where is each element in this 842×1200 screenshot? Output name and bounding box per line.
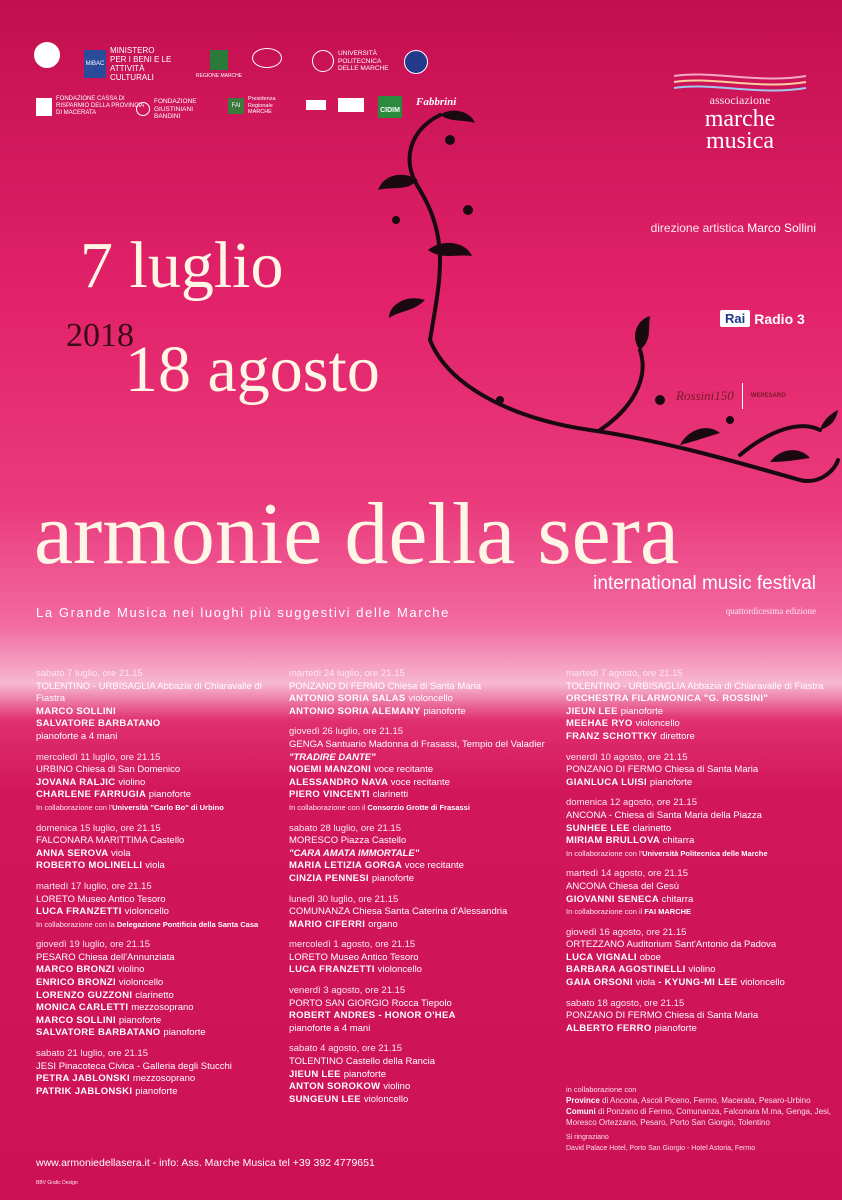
concert-entry [566,998,836,1036]
performer-instrument: violino [117,964,145,976]
performer-instrument: clarinetto [135,989,174,1001]
concert-entry [36,1048,286,1098]
concert-place: LORETO Museo Antico Tesoro [289,951,419,963]
performer-instrument: pianoforte [654,1022,697,1034]
performer-instrument: chitarra [662,835,695,847]
concert-date: mercoledì 11 luglio, ore 21.15 [36,751,161,763]
concert-entry [289,939,559,977]
concert-place: ORTEZZANO Auditorium Sant'Antonio da Padova [566,939,777,951]
regione-marche-logo [196,50,242,80]
festival-tagline: La Grande Musica nei luoghi più suggestivi delle Marche [36,605,450,620]
performer-instrument: voce recitante [373,764,434,776]
performer-row [289,1094,559,1107]
concert-date: domenica 15 luglio, ore 21.15 [36,822,161,834]
concert-place: LORETO Museo Antico Tesoro [36,893,166,905]
provinces-text: di Ancona, Ascoli Piceno, Fermo, Macerata, Pesaro-Urbino [602,1096,811,1105]
performer-name: ROBERTO MOLINELLI [36,860,143,872]
performer-row [566,718,836,731]
performer-instrument: pianoforte [620,705,664,717]
collaboration-block [566,1084,836,1154]
collab-comuni [566,1106,836,1128]
performer-name: LUCA FRANZETTI [36,906,122,918]
performer-row [36,964,286,977]
performer-name: CHARLENE FARRUGIA [36,789,146,801]
performer-row [566,823,836,836]
cidim-logo [378,96,402,118]
concert-entry [36,823,286,873]
performer-row [289,860,559,873]
italian-republic-emblem [34,42,60,68]
concert-date: giovedì 26 luglio, ore 21.15 [289,726,404,738]
republic-seal-icon [34,42,60,68]
performer-name: ENRICO BRONZI [36,977,116,989]
concert-date: sabato 28 luglio, ore 21.15 [289,822,401,834]
univpm-logo [312,50,394,73]
date-start: 7 luglio [80,229,284,302]
concert-entry [36,939,286,1040]
fondazione-mark-icon [36,98,52,116]
building-logo [306,100,326,110]
performer-name: LORENZO GUZZONI [36,989,133,1001]
performer-row [289,764,559,777]
performer-instrument: mezzosoprano [132,1073,196,1085]
concert-place: PONZANO DI FERMO Chiesa di Santa Maria [566,1010,759,1022]
performer-row [36,990,286,1003]
provinces-label: Province [566,1096,600,1105]
carlo-bo-logo [404,50,428,74]
concert-entry [36,668,286,744]
concert-date: martedì 7 agosto, ore 21.15 [566,668,683,679]
association-line1: marche [704,106,776,132]
direction-prefix: direzione artistica [650,221,744,235]
program-column-3 [566,668,836,1043]
concert-entry [289,985,559,1035]
performer-instrument: chitarra [661,893,694,905]
concert-date: sabato 4 agosto, ore 21.15 [289,1043,403,1055]
edition-label: quattordicesima edizione [725,606,816,616]
regione-mark-icon [210,50,228,70]
performer-name: ANNA SEROVA [36,847,109,859]
performer-instrument: pianoforte [148,789,191,801]
fabbrini-label: Fabbrini [416,96,457,108]
building-mark-icon [306,100,326,110]
performer-instrument: violoncello [408,693,453,705]
performer-name: MARCO BRONZI [36,964,115,976]
fondazione-bandini-label: FONDAZIONE GIUSTINIANI BANDINI [154,98,197,120]
performer-row [36,977,286,990]
concert-entry [289,668,559,718]
concert-note [289,802,559,815]
festival-subtitle: international music festival [593,573,816,594]
concert-place: JESI Pinacoteca Civica - Galleria degli Stucchi [36,1060,232,1072]
performer-instrument: violoncello [740,977,785,989]
performer-name: MARIA LETIZIA GORGA [289,860,402,872]
note-prefix: In collaborazione con il [289,802,368,812]
stripes-icon [670,72,810,94]
performer-row [36,706,286,719]
rai-radio3-logo [720,310,805,327]
concert-place: URBINO Chiesa di San Domenico [36,764,181,776]
fai-mark-icon: FAI [228,98,244,114]
performer-instrument: voce recitante [404,860,464,872]
ticket-mark-icon [338,98,364,112]
concert-entry [36,881,286,931]
performer-name: MARCO SOLLINI [36,1014,116,1026]
performer-instrument: pianoforte [371,872,415,884]
fondazione-macerata-logo [36,96,144,117]
performer-name: ANTONIO SORIA ALEMANY [289,705,421,717]
performer-name: SALVATORE BARBATANO [36,1027,161,1039]
performer-row [566,977,836,990]
performer-name: BARBARA AGOSTINELLI [566,964,686,976]
concert-place: PONZANO DI FERMO Chiesa di Santa Maria [289,680,482,692]
ticket-logo [338,98,364,112]
note-partner: Università "Carlo Bo" di Urbino [112,802,224,812]
performer-name: SALVATORE BARBATANO [36,718,161,730]
concert-title: "CARA AMATA IMMORTALE" [289,847,420,859]
performer-name: GIOVANNI SENECA [566,893,659,905]
festival-title: armonie della sera [34,486,680,583]
concert-note [566,848,836,861]
performer-instrument: violino [118,776,146,788]
concert-entry [36,752,286,815]
performer-instrument: violoncello [363,1093,409,1105]
performer-instrument: violino [688,964,716,976]
concert-place: ANCONA Chiesa del Gesù [566,880,679,892]
performer-row [566,894,836,907]
concert-place: ANCONA - Chiesa di Santa Maria della Piazza [566,809,762,821]
concert-date: lunedì 30 luglio, ore 21.15 [289,893,399,905]
note-partner: FAI MARCHE [644,907,692,917]
concert-place: PORTO SAN GIORGIO Rocca Tiepolo [289,997,452,1009]
performer-name: GIANLUCA LUISI [566,776,647,788]
comuni-label: Comuni [566,1107,596,1116]
performer-row [566,952,836,965]
performer-instrument: pianoforte [343,1068,387,1080]
concert-place: TOLENTINO Castello della Rancia [289,1056,436,1068]
performer-instrument: pianoforte [649,776,693,788]
note-prefix: In collaborazione con l' [566,848,643,858]
performer-name: NOEMI MANZONI [289,764,372,776]
performer-row [566,1023,836,1036]
concert-date: giovedì 19 luglio, ore 21.15 [36,939,151,951]
presidenza-label: Presidenza Regionale MARCHE [248,96,276,115]
concert-date: domenica 12 agosto, ore 21.15 [566,797,697,809]
concert-place: COMUNANZA Chiesa Santa Caterina d'Alessandria [289,906,508,918]
footer-credit: BBV Grafic Design [36,1180,78,1186]
concert-entry [289,823,559,886]
ministero-label: MINISTERO PER I BENI E LE ATTIVITÀ CULTURALI [110,46,172,82]
concert-extra: pianoforte a 4 mani [36,730,118,742]
cidim-mark-icon: CIDIM [378,96,402,118]
footer-info: www.armoniedellasera.it - info: Ass. Marche Musica tel +39 392 4779651 [36,1157,375,1169]
comuni-text: di Ponzano di Fermo, Comunanza, Falconara M.ma, Genga, Jesi, Moresco Ortezzano, Pesaro, Porto San Giorgio, Tolentino [566,1107,832,1127]
performer-row [36,1073,286,1086]
performer-instrument: clarinetti [372,789,409,801]
performer-instrument: oboe [639,951,661,963]
performer-name: GAIA ORSONI [566,977,633,989]
concert-place: MORESCO Piazza Castello [289,835,407,847]
fondazione-macerata-label: FONDAZIONE CASSA DI RISPARMIO DELLA PROVINCIA DI MACERATA [56,96,144,116]
performer-instrument: violoncello [118,977,164,989]
concert-place: GENGA Santuario Madonna di Frasassi, Tempio del Valadier [289,738,545,750]
performer-name: ROBERT ANDRES - HONOR O'HEA [289,1010,456,1022]
performer-instrument: viola [635,977,656,989]
performer-instrument: violoncello [124,906,169,918]
radio3-label: Radio 3 [754,310,805,327]
performer-instrument: voce recitante [390,776,450,788]
mibac-logo [84,46,172,82]
concert-note [36,802,286,815]
performer-row [36,1086,286,1099]
note-prefix: In collaborazione con la [36,919,117,929]
bandini-seal-icon [136,102,150,116]
concert-entry [566,868,836,918]
concert-date: martedì 14 agosto, ore 21.15 [566,868,688,880]
performer-name: JIEUN LEE [566,705,618,717]
note-partner: Consorzio Grotte di Frasassi [367,802,470,812]
performer-instrument: viola [111,847,131,859]
performer-name: ANTON SOROKOW [289,1081,381,1093]
performer-name: SUNHEE LEE [566,822,630,834]
concert-entry [289,726,559,814]
association-small: associazione [709,93,771,107]
divider [742,383,743,409]
rai-label: Rai [720,310,750,327]
performer-instrument: organo [368,918,398,930]
performer-row [289,789,559,802]
performer-row [566,731,836,744]
concert-entry [566,797,836,860]
performer-row [289,693,559,706]
concert-date: venerdì 3 agosto, ore 21.15 [289,985,406,997]
performer-row [36,777,286,790]
hotels-label: Si ringraziano [566,1134,609,1141]
performer-name: MARIO CIFERRI [289,918,366,930]
concert-place: PESARO Chiesa dell'Annunziata [36,951,175,963]
performer-instrument: viola [145,860,165,872]
performer-row [566,777,836,790]
univpm-label: UNIVERSITÀ POLITECNICA DELLE MARCHE [338,50,389,72]
note-prefix: In collaborazione con il [566,907,645,917]
fabbrini-logo [416,98,456,106]
performer-instrument: pianoforte [135,1085,178,1097]
performer-row [289,1069,559,1082]
performer-name: FRANZ SCHOTTKY [566,730,658,742]
performer-instrument: pianoforte [423,705,466,717]
program-column-2 [289,668,559,1114]
performer-name: PIERO VINCENTI [289,789,370,801]
crediti-seal-logo [252,48,282,68]
date-end: 18 agosto [125,333,380,406]
program-column-1 [36,668,286,1106]
performer-row [36,718,286,731]
performer-row [289,873,559,886]
concert-entry [566,927,836,990]
performer-row [289,1010,559,1023]
concert-extra: pianoforte a 4 mani [289,1022,371,1034]
wepesaro-label: WEPESARO [750,393,786,399]
concert-date: mercoledì 1 agosto, ore 21.15 [289,939,416,951]
marche-musica-logo [670,72,820,152]
performer-row [36,1015,286,1028]
concert-title: "TRADIRE DANTE" [289,751,376,763]
note-partner: Delegazione Pontificia della Santa Casa [116,919,259,929]
rossini150-logo [676,383,786,409]
performer-row [289,706,559,719]
performer-name: MEEHAE RYO [566,718,633,730]
concert-date: sabato 21 luglio, ore 21.15 [36,1048,148,1060]
concert-date: venerdì 10 agosto, ore 21.15 [566,751,688,763]
concert-place: TOLENTINO - URBISAGLIA Abbazia di Chiaravalle di Fiastra [566,680,824,692]
carlo-bo-seal-icon [404,50,428,74]
performer-instrument: pianoforte [163,1027,206,1039]
performer-name: ALBERTO FERRO [566,1022,652,1034]
performer-name: LUCA VIGNALI [566,951,637,963]
performer-name: CINZIA PENNESI [289,872,369,884]
performer-name: PETRA JABLONSKI [36,1073,130,1085]
performer-name: SUNGEUN LEE [289,1093,361,1105]
performer-row [36,860,286,873]
performer-instrument: violoncello [635,718,680,730]
performer-instrument: violino [383,1081,411,1093]
note-partner: Università Politecnica delle Marche [642,848,768,858]
performer-name: MARCO SOLLINI [36,705,116,717]
performer-name: JOVANA RALJIC [36,776,116,788]
concert-place: FALCONARA MARITTIMA Castello [36,835,185,847]
performer-row [36,906,286,919]
performer-name: MONICA CARLETTI [36,1002,129,1014]
performer-row [289,919,559,932]
performer-row [289,1081,559,1094]
performer-row [36,789,286,802]
performer-row [566,706,836,719]
crediti-seal-icon [252,48,282,68]
performer-instrument: mezzosoprano [131,1002,194,1014]
performer-instrument: clarinetto [632,822,672,834]
performer-instrument: violoncello [377,964,422,976]
concert-entry [289,894,559,932]
collab-provinces [566,1095,836,1106]
concert-note [566,906,836,919]
performer-row [566,835,836,848]
performer-name: - KYUNG-MI LEE [658,977,738,989]
rossini-label: Rossini150 [676,388,734,403]
concert-place: TOLENTINO - URBISAGLIA Abbazia di Chiaravalle di Fiastra [36,680,262,705]
fai-logo [228,96,294,116]
concert-date: martedì 24 luglio, ore 21.15 [289,668,405,679]
performer-row [289,964,559,977]
concert-date: sabato 7 luglio, ore 21.15 [36,668,143,679]
concert-date: sabato 18 agosto, ore 21.15 [566,997,685,1009]
association-line2: musica [706,128,774,154]
performer-instrument: direttore [660,730,695,742]
performer-row [36,848,286,861]
direction-name: Marco Sollini [747,221,816,235]
performer-row [566,693,836,706]
date-year: 2018 [66,317,134,354]
performer-row [36,1027,286,1040]
performer-name: ALESSANDRO NAVA [289,776,388,788]
concert-date: martedì 17 luglio, ore 21.15 [36,880,152,892]
collab-intro: in collaborazione con [566,1085,637,1094]
regione-label: REGIONE MARCHE [196,73,243,79]
performer-row [36,1002,286,1015]
mibac-mark-icon: MiBAC [84,50,106,78]
univpm-seal-icon [312,50,334,72]
fondazione-bandini-logo [136,98,214,121]
note-prefix: In collaborazione con l' [36,802,113,812]
performer-name: JIEUN LEE [289,1068,341,1080]
concert-entry [289,1043,559,1106]
concert-place: PONZANO DI FERMO Chiesa di Santa Maria [566,764,759,776]
performer-row [289,777,559,790]
performer-name: ANTONIO SORIA SALAS [289,693,406,705]
artistic-direction [651,221,816,235]
performer-instrument: pianoforte [118,1014,162,1026]
performer-row [566,964,836,977]
concert-entry [566,752,836,790]
hotels-text: David Palace Hotel, Porto San Giorgio - Hotel Astoria, Fermo [566,1145,756,1152]
concert-note [36,919,286,932]
performer-name: PATRIK JABLONSKI [36,1085,133,1097]
concert-entry [566,668,836,744]
collab-hotels [566,1132,836,1154]
concert-date: giovedì 16 agosto, ore 21.15 [566,926,687,938]
performer-name: LUCA FRANZETTI [289,964,375,976]
performer-name: ORCHESTRA FILARMONICA "G. ROSSINI" [566,693,769,705]
performer-name: MIRIAM BRULLOVA [566,835,660,847]
